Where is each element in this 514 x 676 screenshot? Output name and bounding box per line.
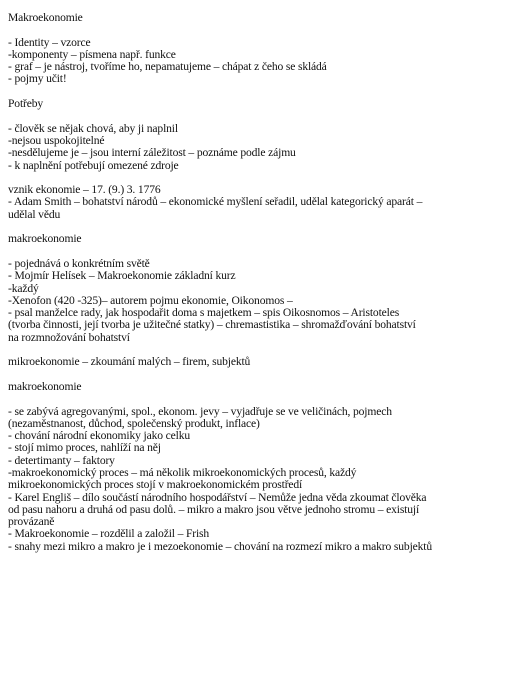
paragraph-gap bbox=[8, 24, 508, 36]
paragraph-gap bbox=[8, 369, 508, 381]
text-line: - Adam Smith – bohatství národů – ekonomické myšlení seřadil, udělal kategorický aparát – bbox=[8, 195, 423, 209]
text-line: Potřeby bbox=[8, 97, 44, 111]
list-item: - člověk se nějak chová, aby ji naplnil bbox=[8, 121, 178, 135]
list-item: - detertimanty – faktory bbox=[8, 453, 115, 467]
list-item: - pojmy učit! bbox=[8, 72, 67, 86]
paragraph-gap bbox=[8, 393, 508, 405]
list-item: - Karel Engliš – dílo součástí národního hospodářství – Nemůže jedna věda zkoumat člověka bbox=[8, 490, 427, 504]
list-item: - stojí mimo proces, nahlíží na něj bbox=[8, 441, 161, 455]
list-item: -makroekonomický proces – má několik mikroekonomických procesů, každý bbox=[8, 465, 357, 479]
list-item: - pojednává o konkrétním světě bbox=[8, 256, 150, 270]
text-line: Makroekonomie bbox=[8, 11, 83, 24]
text-line: udělal vědu bbox=[8, 207, 61, 221]
text-line: makroekonomie bbox=[8, 232, 82, 246]
paragraph-gap bbox=[8, 86, 508, 98]
list-item: - k naplnění potřebují omezené zdroje bbox=[8, 158, 179, 172]
section-heading-potreby bbox=[8, 98, 508, 110]
paragraph-gap bbox=[8, 110, 508, 122]
list-item: - graf – je nástroj, tvoříme ho, nepamatujeme – chápat z čeho se skládá bbox=[8, 60, 327, 74]
list-item: -nejsou uspokojitelné bbox=[8, 133, 105, 147]
section-heading-makroekonomie-2 bbox=[8, 381, 508, 393]
list-item: (tvorba činnosti, její tvorba je užitečné statky) – chremastistika – shromažďování bohatství bbox=[8, 318, 416, 332]
document-title bbox=[8, 12, 508, 24]
list-item: - Mojmír Helísek – Makroekonomie základní kurz bbox=[8, 269, 236, 283]
list-item: na rozmnožování bohatství bbox=[8, 330, 130, 344]
potreby-list bbox=[8, 123, 508, 172]
list-item: -komponenty – písmena např. funkce bbox=[8, 47, 176, 61]
list-item: - se zabývá agregovanými, spol., ekonom. jevy – vyjadřuje se ve veličinách, pojmech bbox=[8, 404, 392, 418]
list-item: - snahy mezi mikro a makro je i mezoekonomie – chování na rozmezí mikro a makro subjektů bbox=[8, 539, 433, 553]
list-item: od pasu nahoru a druhá od pasu dolů. – mikro a makro jsou větve jednoho stromu – existují bbox=[8, 502, 420, 516]
list-item: - psal manželce rady, jak hospodařit doma s majetkem – spis Oikosnomos – Aristoteles bbox=[8, 306, 400, 320]
list-item: provázaně bbox=[8, 515, 55, 529]
intro-list bbox=[8, 37, 508, 86]
list-item: -Xenofon (420 -325)– autorem pojmu ekonomie, Oikonomos – bbox=[8, 293, 293, 307]
list-item: (nezaměstnanost, důchod, společenský produkt, inflace) bbox=[8, 416, 260, 430]
text-line: makroekonomie bbox=[8, 379, 82, 393]
paragraph-gap bbox=[8, 221, 508, 233]
list-item: - Identity – vzorce bbox=[8, 35, 91, 49]
makroekonomie-list-1 bbox=[8, 258, 508, 344]
document-page bbox=[8, 12, 508, 553]
section-heading-makroekonomie bbox=[8, 233, 508, 245]
list-item: - chování národní ekonomiky jako celku bbox=[8, 429, 191, 443]
text-line: mikroekonomie – zkoumání malých – firem, subjektů bbox=[8, 355, 251, 369]
list-item: mikroekonomických proces stojí v makroekonomickém prostředí bbox=[8, 478, 303, 492]
text-line: vznik ekonomie – 17. (9.) 3. 1776 bbox=[8, 183, 161, 197]
mikroekonomie-paragraph bbox=[8, 356, 508, 368]
list-item: -každý bbox=[8, 281, 39, 295]
vznik-paragraph bbox=[8, 184, 508, 221]
list-item: - Makroekonomie – rozdělil a založil – Frish bbox=[8, 527, 210, 541]
list-item: -nesdělujeme je – jsou interní záležitost – poznáme podle zájmu bbox=[8, 146, 296, 160]
makroekonomie-list-2 bbox=[8, 406, 508, 554]
